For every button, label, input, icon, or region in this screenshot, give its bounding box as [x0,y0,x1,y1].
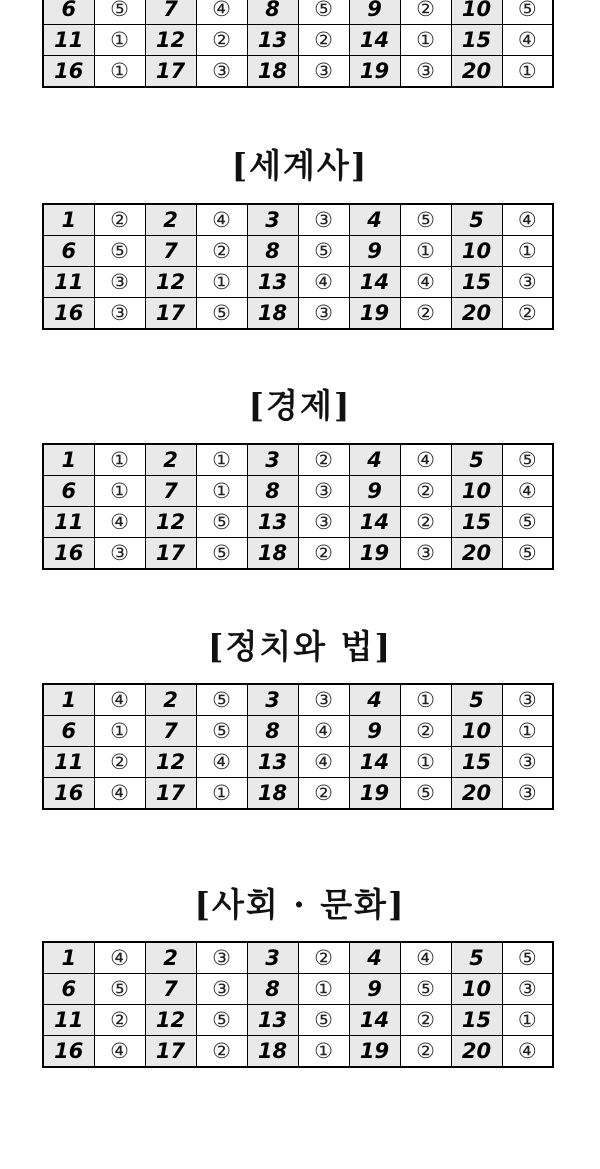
answer-choice: ⑤ [196,684,247,716]
answer-row [43,204,553,236]
answer-table-politics-law [42,683,554,810]
answer-choice: ① [196,476,247,507]
answer-choice: ③ [400,56,451,88]
answer-choice: ④ [196,204,247,236]
question-number: 18 [247,538,298,570]
question-number: 9 [349,716,400,747]
question-number: 15 [451,507,502,538]
question-number: 7 [145,0,196,25]
section-title-politics-law: [정치와 법] [207,627,393,666]
answer-choice: ② [400,1005,451,1036]
question-number: 2 [145,204,196,236]
section-title-economics: [경제] [248,386,352,425]
question-number: 10 [451,716,502,747]
question-number: 5 [451,684,502,716]
answer-choice: ⑤ [94,236,145,267]
question-number: 1 [43,204,94,236]
question-number: 14 [349,507,400,538]
answer-row [43,538,553,570]
question-number: 14 [349,267,400,298]
answer-choice: ② [400,1036,451,1068]
question-number: 7 [145,476,196,507]
answer-choice: ② [400,0,451,25]
section-title-world-history: [세계사] [231,146,369,185]
answer-choice: ① [400,747,451,778]
answer-choice: ④ [502,25,553,56]
question-number: 3 [247,942,298,974]
question-number: 16 [43,56,94,88]
question-number: 3 [247,444,298,476]
question-number: 12 [145,25,196,56]
question-number: 15 [451,25,502,56]
answer-choice: ④ [196,0,247,25]
question-number: 12 [145,1005,196,1036]
answer-choice: ② [400,716,451,747]
answer-choice: ④ [298,267,349,298]
answer-choice: ① [94,476,145,507]
answer-row [43,684,553,716]
question-number: 9 [349,0,400,25]
question-number: 17 [145,1036,196,1068]
answer-choice: ① [502,1005,553,1036]
question-number: 20 [451,298,502,330]
question-number: 6 [43,974,94,1005]
question-number: 9 [349,974,400,1005]
answer-table-society-culture [42,941,554,1068]
question-number: 6 [43,0,94,25]
answer-choice: ② [400,476,451,507]
answer-choice: ⑤ [502,942,553,974]
answer-row [43,298,553,330]
answer-choice: ③ [400,538,451,570]
question-number: 9 [349,236,400,267]
answer-row [43,0,553,25]
question-number: 1 [43,942,94,974]
question-number: 19 [349,56,400,88]
answer-choice: ② [94,747,145,778]
answer-choice: ① [400,684,451,716]
question-number: 13 [247,507,298,538]
question-number: 4 [349,444,400,476]
question-number: 18 [247,298,298,330]
answer-choice: ② [298,778,349,810]
answer-choice: ⑤ [196,538,247,570]
answer-choice: ① [298,1036,349,1068]
question-number: 8 [247,476,298,507]
answer-choice: ④ [502,476,553,507]
section-title-society-culture: [사회 · 문화] [194,885,406,924]
question-number: 4 [349,204,400,236]
question-number: 19 [349,778,400,810]
answer-choice: ③ [196,974,247,1005]
answer-row [43,974,553,1005]
answer-choice: ① [94,444,145,476]
answer-choice: ④ [94,1036,145,1068]
answer-choice: ③ [502,974,553,1005]
answer-choice: ③ [196,56,247,88]
answer-choice: ② [196,236,247,267]
question-number: 7 [145,974,196,1005]
answer-choice: ① [502,236,553,267]
question-number: 2 [145,684,196,716]
answer-choice: ② [400,298,451,330]
question-number: 11 [43,267,94,298]
answer-row [43,267,553,298]
question-number: 5 [451,444,502,476]
question-number: 14 [349,25,400,56]
answer-choice: ⑤ [502,507,553,538]
question-number: 4 [349,942,400,974]
question-number: 9 [349,476,400,507]
answer-row [43,444,553,476]
answer-choice: ③ [298,56,349,88]
question-number: 6 [43,716,94,747]
answer-choice: ⑤ [196,298,247,330]
answer-choice: ③ [298,298,349,330]
question-number: 19 [349,538,400,570]
question-number: 16 [43,298,94,330]
question-number: 3 [247,684,298,716]
answer-choice: ② [196,25,247,56]
answer-choice: ③ [298,476,349,507]
question-number: 20 [451,56,502,88]
question-number: 2 [145,942,196,974]
question-number: 14 [349,747,400,778]
answer-choice: ④ [298,747,349,778]
answer-choice: ③ [502,778,553,810]
answer-choice: ② [298,444,349,476]
answer-row [43,25,553,56]
question-number: 1 [43,444,94,476]
answer-choice: ① [196,444,247,476]
answer-choice: ④ [196,747,247,778]
answer-choice: ② [298,538,349,570]
question-number: 4 [349,684,400,716]
answer-choice: ⑤ [400,204,451,236]
answer-table-world-history [42,203,554,330]
question-number: 15 [451,1005,502,1036]
question-number: 12 [145,507,196,538]
answer-choice: ④ [94,507,145,538]
answer-choice: ⑤ [400,974,451,1005]
answer-choice: ② [196,1036,247,1068]
question-number: 12 [145,747,196,778]
question-number: 6 [43,476,94,507]
answer-choice: ② [298,25,349,56]
answer-choice: ⑤ [94,974,145,1005]
answer-table-economics [42,443,554,570]
answer-choice: ① [502,716,553,747]
answer-choice: ④ [502,204,553,236]
answer-choice: ④ [298,716,349,747]
question-number: 18 [247,778,298,810]
question-number: 7 [145,716,196,747]
answer-choice: ⑤ [502,444,553,476]
answer-choice: ⑤ [298,1005,349,1036]
answer-choice: ① [94,25,145,56]
answer-choice: ③ [502,267,553,298]
answer-choice: ① [502,56,553,88]
answer-choice: ⑤ [502,538,553,570]
answer-choice: ⑤ [400,778,451,810]
question-number: 8 [247,974,298,1005]
question-number: 11 [43,1005,94,1036]
question-number: 17 [145,298,196,330]
question-number: 5 [451,204,502,236]
question-number: 16 [43,1036,94,1068]
answer-row [43,716,553,747]
answer-row [43,942,553,974]
answer-row [43,1036,553,1068]
answer-choice: ① [400,236,451,267]
answer-choice: ⑤ [502,0,553,25]
question-number: 8 [247,716,298,747]
question-number: 15 [451,747,502,778]
question-number: 10 [451,0,502,25]
answer-choice: ① [400,25,451,56]
answer-choice: ② [94,204,145,236]
answer-choice: ⑤ [298,0,349,25]
question-number: 17 [145,56,196,88]
answer-choice: ④ [94,684,145,716]
question-number: 17 [145,538,196,570]
question-number: 8 [247,236,298,267]
answer-row [43,507,553,538]
question-number: 3 [247,204,298,236]
answer-choice: ⑤ [298,236,349,267]
question-number: 13 [247,25,298,56]
question-number: 10 [451,974,502,1005]
answer-choice: ① [196,267,247,298]
question-number: 19 [349,1036,400,1068]
answer-choice: ③ [196,942,247,974]
answer-choice: ① [94,716,145,747]
question-number: 18 [247,56,298,88]
answer-choice: ⑤ [196,716,247,747]
question-number: 13 [247,747,298,778]
answer-choice: ② [400,507,451,538]
answer-choice: ③ [298,507,349,538]
answer-choice: ② [502,298,553,330]
answer-choice: ④ [94,942,145,974]
question-number: 1 [43,684,94,716]
answer-row [43,476,553,507]
question-number: 20 [451,778,502,810]
answer-row [43,56,553,88]
question-number: 17 [145,778,196,810]
question-number: 15 [451,267,502,298]
answer-choice: ④ [502,1036,553,1068]
question-number: 2 [145,444,196,476]
answer-row [43,747,553,778]
question-number: 18 [247,1036,298,1068]
question-number: 10 [451,476,502,507]
answer-choice: ⑤ [196,507,247,538]
answer-choice: ④ [400,942,451,974]
question-number: 11 [43,507,94,538]
answer-choice: ③ [298,204,349,236]
answer-choice: ⑤ [94,0,145,25]
answer-choice: ① [94,56,145,88]
question-number: 10 [451,236,502,267]
question-number: 11 [43,747,94,778]
question-number: 6 [43,236,94,267]
question-number: 20 [451,538,502,570]
answer-choice: ④ [94,778,145,810]
answer-choice: ③ [502,684,553,716]
answer-row [43,236,553,267]
answer-choice: ③ [94,298,145,330]
answer-choice: ② [298,942,349,974]
answer-row [43,778,553,810]
answer-choice: ④ [400,444,451,476]
question-number: 14 [349,1005,400,1036]
question-number: 16 [43,778,94,810]
answer-choice: ② [94,1005,145,1036]
question-number: 11 [43,25,94,56]
question-number: 13 [247,1005,298,1036]
answer-choice: ③ [502,747,553,778]
question-number: 20 [451,1036,502,1068]
question-number: 19 [349,298,400,330]
answer-table-partial [42,0,554,88]
question-number: 7 [145,236,196,267]
answer-row [43,1005,553,1036]
answer-choice: ③ [94,538,145,570]
answer-choice: ③ [94,267,145,298]
question-number: 12 [145,267,196,298]
question-number: 16 [43,538,94,570]
answer-choice: ③ [298,684,349,716]
answer-choice: ④ [400,267,451,298]
question-number: 13 [247,267,298,298]
answer-choice: ⑤ [196,1005,247,1036]
question-number: 5 [451,942,502,974]
question-number: 8 [247,0,298,25]
answer-choice: ① [196,778,247,810]
answer-choice: ① [298,974,349,1005]
